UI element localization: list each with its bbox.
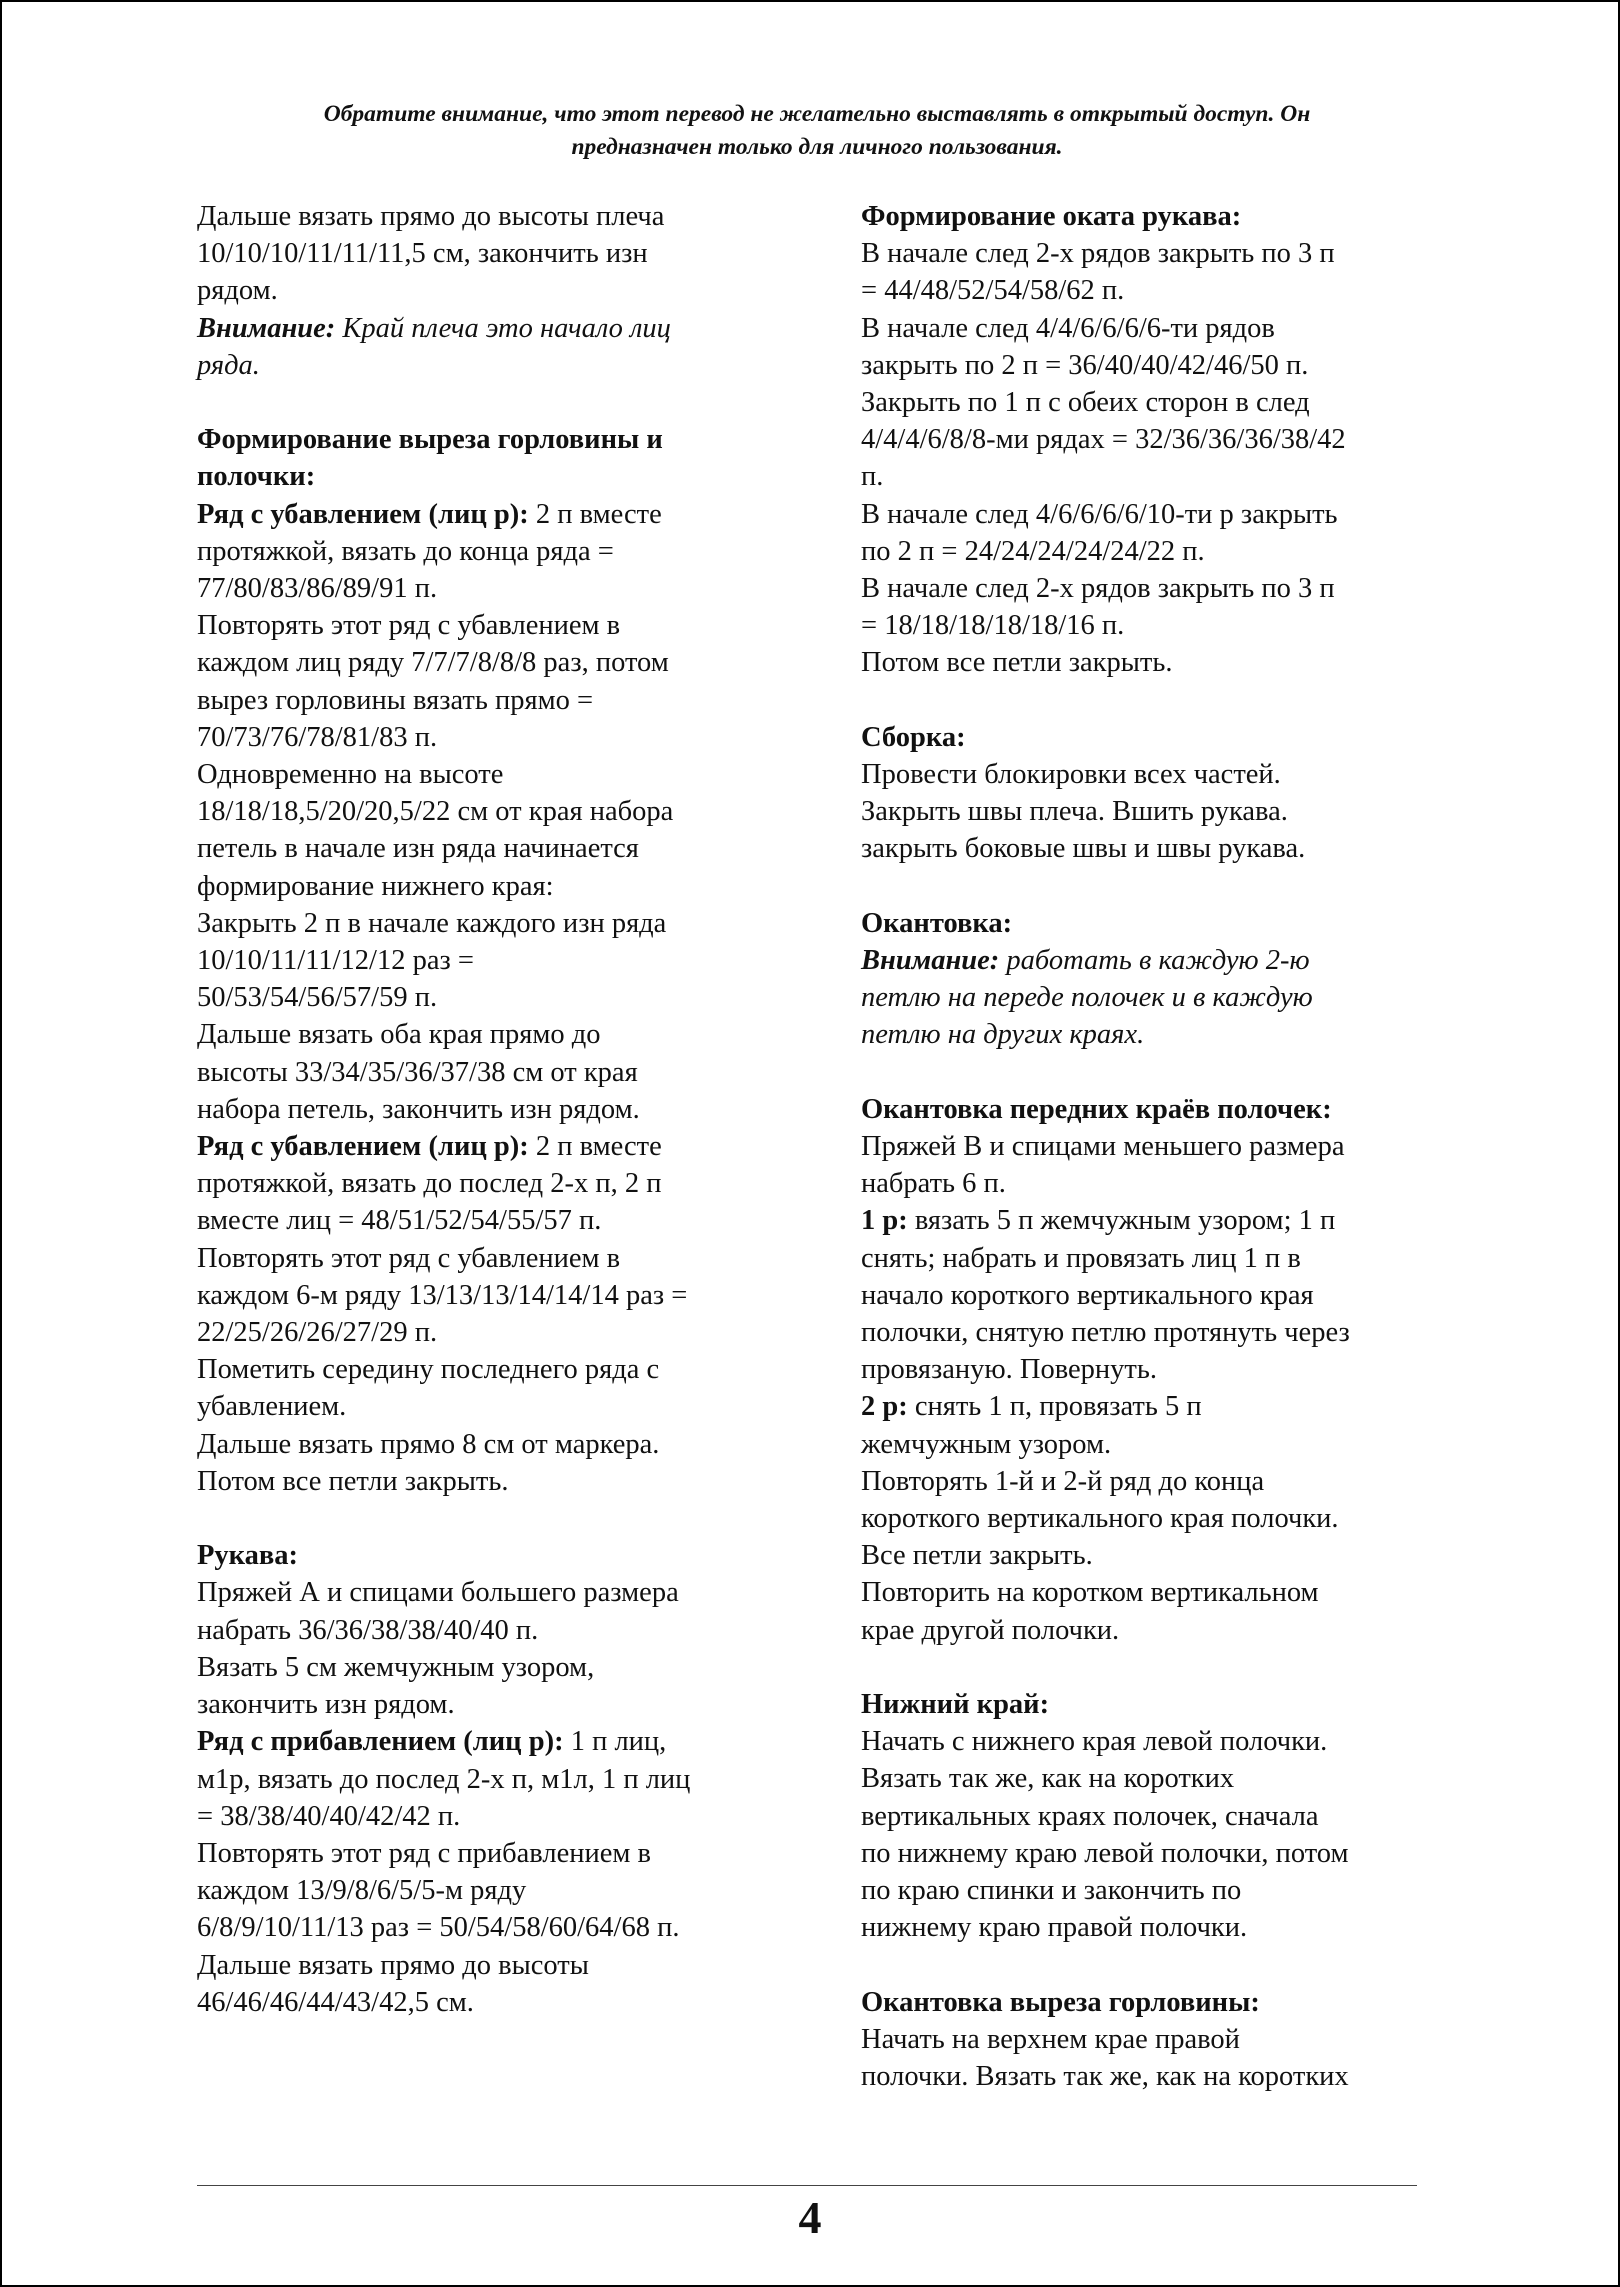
text-line: [861, 1091, 1441, 1128]
text-run: снять; набрать и провязать лиц 1 п в: [861, 1242, 1301, 1274]
paragraph-gap: [861, 1054, 1441, 1091]
text-run: вертикальных краях полочек, сначала: [861, 1800, 1319, 1832]
text-run: работать в каждую 2-ю: [999, 945, 1310, 977]
text-run: полочки:: [197, 461, 316, 493]
text-line: [861, 1426, 1441, 1463]
paragraph-gap: [861, 1946, 1441, 1983]
text-run: 22/25/26/26/27/29 п.: [197, 1317, 438, 1349]
text-run: В начале след 2-х рядов закрыть по 3 п: [861, 238, 1335, 270]
text-run: по нижнему краю левой полочки, потом: [861, 1837, 1349, 1869]
text-run: Рукава:: [197, 1540, 299, 1572]
text-line: [861, 979, 1441, 1016]
text-run: Формирование выреза горловины и: [197, 424, 663, 456]
text-run: полочки. Вязать так же, как на коротких: [861, 2061, 1349, 2093]
text-line: [861, 1872, 1441, 1909]
text-run: Ряд с прибавлением (лиц р):: [197, 1726, 564, 1758]
text-run: 46/46/46/44/43/42,5 см.: [197, 1986, 474, 2018]
text-line: [197, 421, 787, 458]
text-line: [861, 1165, 1441, 1202]
text-line: [861, 347, 1441, 384]
text-line: [861, 1612, 1441, 1649]
text-run: Начать на верхнем крае правой: [861, 2023, 1240, 2055]
paragraph-gap: [197, 1500, 787, 1537]
text-run: Потом все петли закрыть.: [197, 1465, 509, 1497]
paragraph-gap: [197, 384, 787, 421]
text-line: [197, 1723, 787, 1760]
text-run: вместе лиц = 48/51/52/54/55/57 п.: [197, 1205, 602, 1237]
text-line: [197, 1128, 787, 1165]
text-line: [861, 1202, 1441, 1239]
text-line: [197, 830, 787, 867]
text-run: рядом.: [197, 275, 278, 307]
text-run: Пряжей B и спицами меньшего размера: [861, 1131, 1345, 1163]
text-run: ряда.: [197, 349, 260, 381]
text-run: 50/53/54/56/57/59 п.: [197, 982, 438, 1014]
text-line: [861, 384, 1441, 421]
text-line: [861, 1463, 1441, 1500]
notice-line: предназначен только для личного пользования.: [571, 134, 1063, 160]
text-line: [861, 1984, 1441, 2021]
text-line: [197, 1091, 787, 1128]
text-run: Потом все петли закрыть.: [861, 647, 1173, 679]
paragraph-gap: [861, 868, 1441, 905]
text-line: [197, 868, 787, 905]
text-line: [197, 793, 787, 830]
text-line: [197, 347, 787, 384]
text-line: [197, 1054, 787, 1091]
text-line: [197, 905, 787, 942]
text-run: Провести блокировки всех частей.: [861, 759, 1281, 791]
text-run: по краю спинки и закончить по: [861, 1875, 1242, 1907]
paragraph-gap: [861, 682, 1441, 719]
text-run: высоты 33/34/35/36/37/38 см от края: [197, 1056, 638, 1088]
text-line: [861, 310, 1441, 347]
text-run: полочки, снятую петлю протянуть через: [861, 1317, 1350, 1349]
text-run: Окантовка передних краёв полочек:: [861, 1093, 1332, 1125]
text-line: [861, 421, 1441, 458]
text-line: [197, 1835, 787, 1872]
text-run: м1р, вязать до послед 2-х п, м1л, 1 п лиц: [197, 1763, 691, 1795]
text-run: Повторить на коротком вертикальном: [861, 1577, 1319, 1609]
text-line: [197, 942, 787, 979]
text-run: Все петли закрыть.: [861, 1540, 1093, 1572]
text-run: закончить изн рядом.: [197, 1689, 455, 1721]
text-line: [861, 607, 1441, 644]
text-line: [197, 1277, 787, 1314]
text-run: п.: [861, 461, 884, 493]
text-run: Окантовка выреза горловины:: [861, 1986, 1260, 2018]
text-run: 2 п вместе: [528, 1131, 662, 1163]
right-text-column: [861, 198, 1441, 2095]
text-line: [861, 1760, 1441, 1797]
text-run: Сборка:: [861, 721, 966, 753]
text-line: [861, 1016, 1441, 1053]
text-run: 77/80/83/86/89/91 п.: [197, 573, 438, 605]
text-line: [197, 1314, 787, 1351]
text-line: [861, 830, 1441, 867]
text-line: [197, 1909, 787, 1946]
text-run: по 2 п = 24/24/24/24/24/22 п.: [861, 535, 1205, 567]
text-run: Окантовка:: [861, 907, 1013, 939]
text-run: короткого вертикального края полочки.: [861, 1503, 1339, 1535]
text-run: 4/4/4/6/8/8-ми рядах = 32/36/36/36/38/42: [861, 424, 1346, 456]
text-run: петель в начале изн ряда начинается: [197, 833, 639, 865]
left-text-column: [197, 198, 787, 2021]
text-run: петлю на переде полочек и в каждую: [861, 982, 1313, 1014]
text-run: 6/8/9/10/11/13 раз = 50/54/58/60/64/68 п.: [197, 1912, 680, 1944]
text-line: [197, 1016, 787, 1053]
text-line: [197, 1984, 787, 2021]
text-line: [197, 1537, 787, 1574]
text-line: [861, 235, 1441, 272]
text-line: [197, 1165, 787, 1202]
text-run: Ряд с убавлением (лиц р):: [197, 498, 529, 530]
text-line: [197, 1947, 787, 1984]
text-run: Край плеча это начало лиц: [335, 312, 671, 344]
text-run: нижнему краю правой полочки.: [861, 1912, 1248, 1944]
text-run: 2 р:: [861, 1391, 908, 1423]
text-line: [197, 1649, 787, 1686]
text-run: В начале след 4/6/6/6/6/10-ти р закрыть: [861, 498, 1338, 530]
text-run: Пряжей А и спицами большего размера: [197, 1577, 679, 1609]
text-run: 70/73/76/78/81/83 п.: [197, 721, 438, 753]
text-line: [861, 793, 1441, 830]
text-run: = 38/38/40/40/42/42 п.: [197, 1800, 461, 1832]
text-line: [197, 1240, 787, 1277]
text-line: [861, 1351, 1441, 1388]
text-run: 10/10/11/11/12/12 раз =: [197, 945, 474, 977]
text-line: [861, 1500, 1441, 1537]
text-line: [861, 1909, 1441, 1946]
text-line: [197, 1351, 787, 1388]
text-line: [197, 310, 787, 347]
text-run: Повторять этот ряд с прибавлением в: [197, 1837, 651, 1869]
text-run: Пометить середину последнего ряда с: [197, 1354, 660, 1386]
text-line: [861, 905, 1441, 942]
text-line: [197, 1872, 787, 1909]
text-line: [861, 2021, 1441, 2058]
text-line: [861, 533, 1441, 570]
text-run: вязать 5 п жемчужным узором; 1 п: [907, 1205, 1336, 1237]
text-line: [197, 458, 787, 495]
text-run: Одновременно на высоте: [197, 759, 504, 791]
text-run: Дальше вязать прямо до высоты: [197, 1949, 589, 1981]
text-run: закрыть боковые швы и швы рукава.: [861, 833, 1306, 865]
text-run: = 44/48/52/54/58/62 п.: [861, 275, 1125, 307]
text-run: Вязать 5 см жемчужным узором,: [197, 1651, 595, 1683]
text-run: Внимание:: [197, 312, 336, 344]
text-line: [861, 198, 1441, 235]
text-run: Повторять этот ряд с убавлением в: [197, 610, 621, 642]
text-run: В начале след 2-х рядов закрыть по 3 п: [861, 573, 1335, 605]
text-line: [197, 719, 787, 756]
text-line: [861, 458, 1441, 495]
text-line: [197, 644, 787, 681]
text-line: [197, 533, 787, 570]
footer-divider: [197, 2185, 1417, 2186]
text-line: [861, 1537, 1441, 1574]
text-run: набора петель, закончить изн рядом.: [197, 1093, 640, 1125]
text-line: [861, 1835, 1441, 1872]
text-run: петлю на других краях.: [861, 1019, 1145, 1051]
text-run: Повторять этот ряд с убавлением в: [197, 1242, 621, 1274]
text-run: Ряд с убавлением (лиц р):: [197, 1131, 529, 1163]
text-run: закрыть по 2 п = 36/40/40/42/46/50 п.: [861, 349, 1309, 381]
text-run: протяжкой, вязать до послед 2-х п, 2 п: [197, 1168, 662, 1200]
text-line: [197, 682, 787, 719]
text-run: 2 п вместе: [528, 498, 662, 530]
text-run: убавлением.: [197, 1391, 347, 1423]
text-line: [197, 1574, 787, 1611]
text-run: каждом лиц ряду 7/7/7/8/8/8 раз, потом: [197, 647, 669, 679]
text-line: [197, 1612, 787, 1649]
text-line: [197, 1761, 787, 1798]
text-run: Внимание:: [861, 945, 1000, 977]
text-run: каждом 6-м ряду 13/13/13/14/14/14 раз =: [197, 1279, 688, 1311]
text-line: [197, 607, 787, 644]
text-run: снять 1 п, провязать 5 п: [907, 1391, 1202, 1423]
notice-line: Обратите внимание, что этот перевод не желательно выставлять в открытый доступ. Он: [323, 101, 1311, 127]
text-run: крае другой полочки.: [861, 1614, 1120, 1646]
text-run: провязаную. Повернуть.: [861, 1354, 1157, 1386]
text-line: [861, 1686, 1441, 1723]
text-line: [861, 942, 1441, 979]
text-run: протяжкой, вязать до конца ряда =: [197, 535, 614, 567]
text-line: [197, 1202, 787, 1239]
text-run: 1 п лиц,: [563, 1726, 667, 1758]
text-line: [197, 1388, 787, 1425]
text-line: [197, 570, 787, 607]
text-run: Повторять 1-й и 2-й ряд до конца: [861, 1465, 1265, 1497]
text-line: [861, 1798, 1441, 1835]
text-line: [197, 979, 787, 1016]
text-line: [197, 1686, 787, 1723]
text-run: В начале след 4/4/6/6/6/6-ти рядов: [861, 312, 1275, 344]
text-line: [197, 1798, 787, 1835]
text-line: [861, 2058, 1441, 2095]
text-run: Начать с нижнего края левой полочки.: [861, 1726, 1328, 1758]
text-line: [861, 496, 1441, 533]
text-line: [861, 1240, 1441, 1277]
text-line: [861, 1723, 1441, 1760]
text-run: жемчужным узором.: [861, 1428, 1112, 1460]
text-run: Закрыть швы плеча. Вшить рукава.: [861, 796, 1288, 828]
text-line: [861, 1388, 1441, 1425]
text-line: [861, 719, 1441, 756]
text-line: [861, 1314, 1441, 1351]
text-run: каждом 13/9/8/6/5/5-м ряду: [197, 1875, 527, 1907]
text-run: Вязать так же, как на коротких: [861, 1763, 1235, 1795]
text-run: = 18/18/18/18/18/16 п.: [861, 610, 1125, 642]
text-line: [861, 644, 1441, 681]
page-number: 4: [798, 2192, 822, 2243]
text-line: [861, 272, 1441, 309]
text-line: [197, 198, 787, 235]
text-run: Формирование оката рукава:: [861, 201, 1242, 232]
text-line: [197, 1426, 787, 1463]
text-line: [197, 756, 787, 793]
text-line: [861, 1574, 1441, 1611]
paragraph-gap: [861, 1649, 1441, 1686]
text-line: [197, 496, 787, 533]
text-run: 1 р:: [861, 1205, 908, 1237]
text-run: формирование нижнего края:: [197, 870, 554, 902]
text-line: [197, 1463, 787, 1500]
text-line: [861, 1128, 1441, 1165]
text-line: [861, 570, 1441, 607]
text-run: Закрыть 2 п в начале каждого изн ряда: [197, 907, 667, 939]
text-run: 18/18/18,5/20/20,5/22 см от края набора: [197, 796, 674, 828]
text-line: [197, 272, 787, 309]
text-run: Закрыть по 1 п с обеих сторон в след: [861, 387, 1310, 419]
text-run: Дальше вязать оба края прямо до: [197, 1019, 601, 1051]
text-run: Дальше вязать прямо до высоты плеча: [197, 201, 665, 232]
text-run: вырез горловины вязать прямо =: [197, 684, 594, 716]
text-run: начало короткого вертикального края: [861, 1279, 1314, 1311]
text-line: [197, 235, 787, 272]
text-run: Дальше вязать прямо 8 см от маркера.: [197, 1428, 660, 1460]
text-run: Нижний край:: [861, 1689, 1050, 1721]
text-run: набрать 6 п.: [861, 1168, 1006, 1200]
private-use-notice: [197, 98, 1437, 164]
text-line: [861, 1277, 1441, 1314]
text-run: 10/10/10/11/11/11,5 см, закончить изн: [197, 238, 648, 270]
text-line: [861, 756, 1441, 793]
text-run: набрать 36/36/38/38/40/40 п.: [197, 1614, 539, 1646]
